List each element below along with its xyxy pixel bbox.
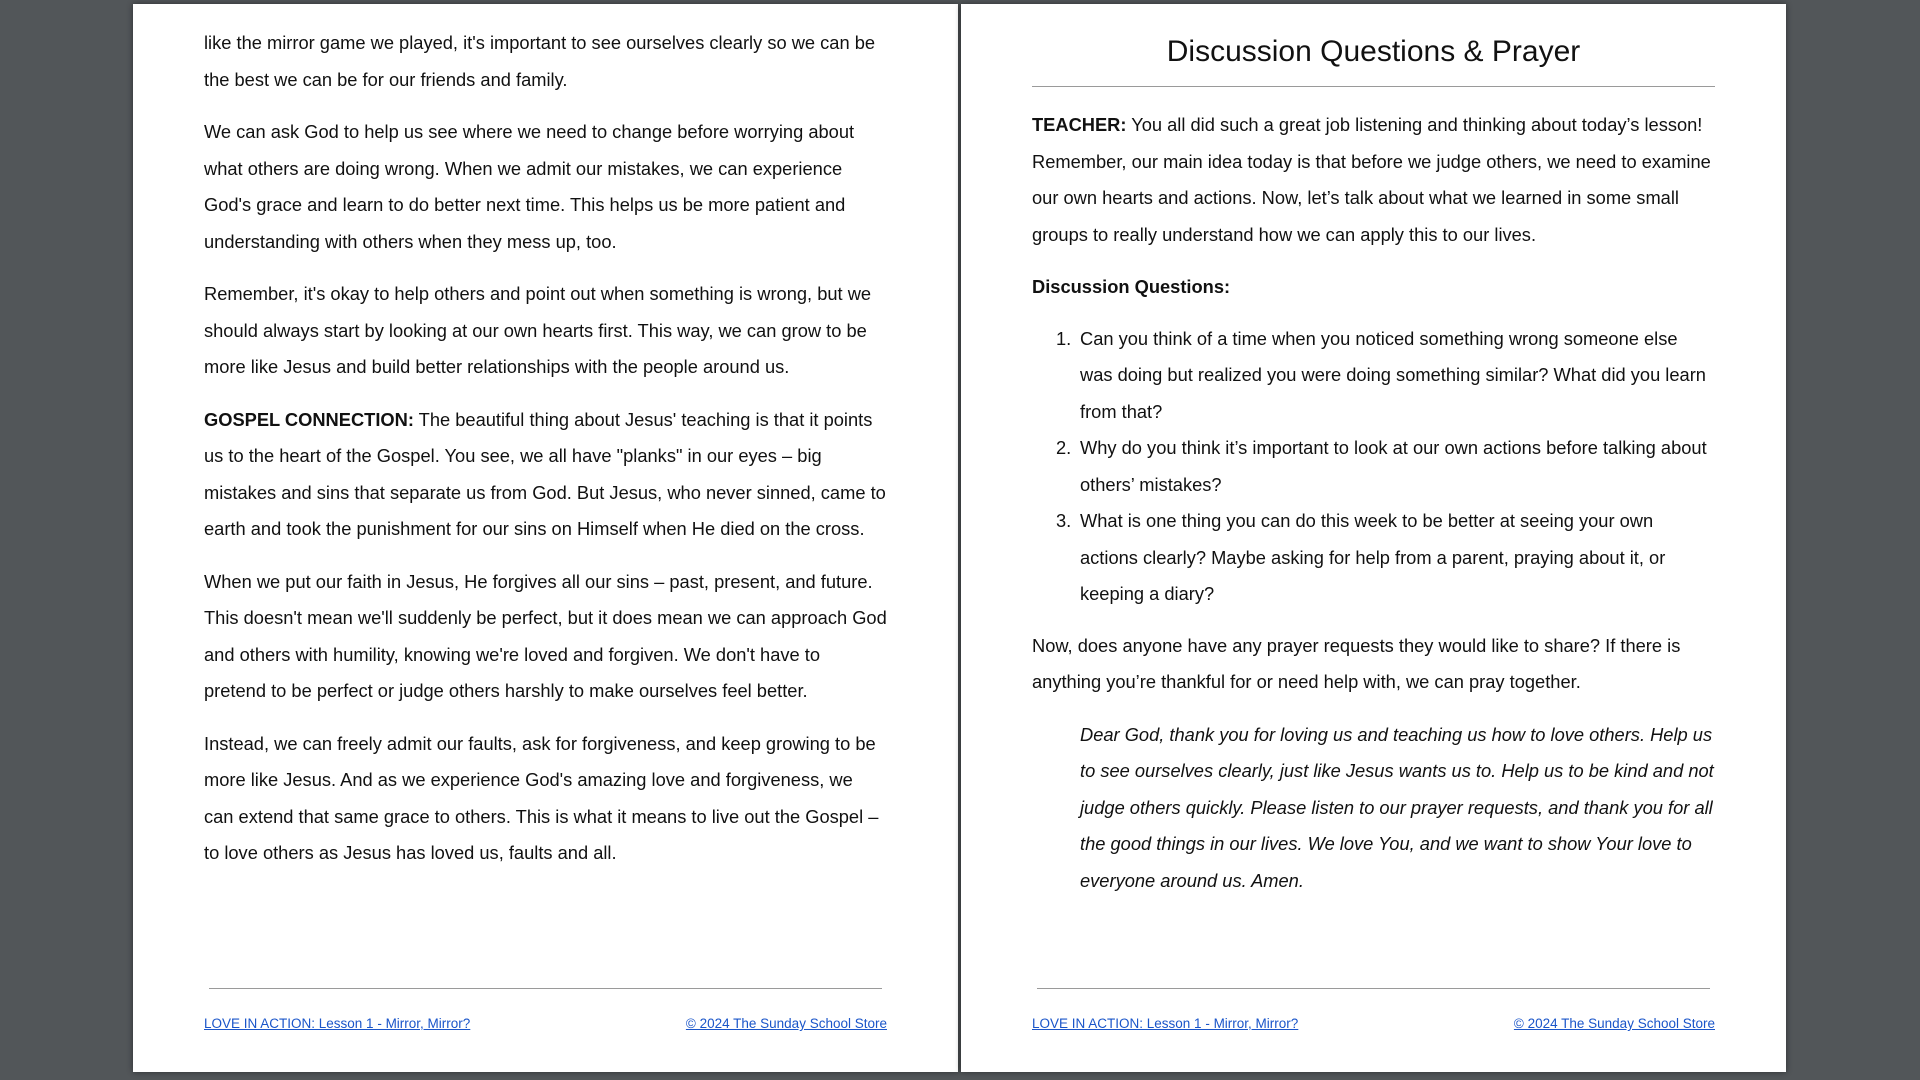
question-number: 2. xyxy=(1056,437,1072,458)
page-right xyxy=(961,4,1786,1072)
paragraph: Instead, we can freely admit our faults, ask for forgiveness, and keep growing to be more like Jesus. And as we experience God's amazing love and forgiveness, we can extend that same grace to others. This is what it means to live out the Gospel – to love others as Jesus has loved us, faults and all. xyxy=(204,732,879,863)
gospel-connection-paragraph xyxy=(204,402,887,548)
paragraph: like the mirror game we played, it's important to see ourselves clearly so we can be the best we can be for our friends and family. xyxy=(204,32,876,90)
question-item xyxy=(1032,503,1715,613)
title-divider xyxy=(1032,86,1715,87)
prayer-intro: Now, does anyone have any prayer requests they would like to share? If there is anything you’re thankful for or need help with, we can pray together. xyxy=(1032,634,1681,692)
left-page-content xyxy=(204,25,887,888)
copyright-link[interactable]: © 2024 The Sunday School Store xyxy=(1513,1016,1715,1031)
footer-divider xyxy=(209,988,882,989)
lesson-link[interactable]: LOVE IN ACTION: Lesson 1 - Mirror, Mirror? xyxy=(1032,1016,1299,1031)
question-number: 1. xyxy=(1056,327,1072,349)
gospel-connection-text: The beautiful thing about Jesus' teaching is that it points us to the heart of the Gospel. You see, we all have "planks" in our eyes – big mistakes and sins that separate us from God. But Jesus, who never sinned, came to earth and took the punishment for our sins on Himself when He died on the cross. xyxy=(204,408,886,539)
discussion-questions-list xyxy=(1032,321,1715,613)
teacher-text: You all did such a great job listening and thinking about today’s lesson! Remember, our main idea today is that before we judge others, we need to examine our own hearts and actions. Now, let’s talk about what we learned in some small groups to really understand how we can apply this to our lives. xyxy=(1032,114,1711,245)
teacher-paragraph xyxy=(1032,107,1715,253)
discussion-questions-heading: Discussion Questions: xyxy=(1032,276,1231,297)
question-number: 3. xyxy=(1056,510,1072,531)
question-text: Why do you think it’s important to look at our own actions before talking about others’ mistakes? xyxy=(1080,437,1707,495)
page-left xyxy=(133,4,958,1072)
prayer-text: Dear God, thank you for loving us and teaching us how to love others. Help us to see ourselves clearly, just like Jesus wants us to. Help us to be kind and not judge others quickly. Please listen to our prayer requests, and thank you for all the good things in our lives. We love You, and we want to show Your love to everyone around us. Amen. xyxy=(1080,723,1714,891)
teacher-label: TEACHER: xyxy=(1032,114,1127,135)
copyright-link[interactable]: © 2024 The Sunday School Store xyxy=(685,1016,887,1031)
paragraph: We can ask God to help us see where we need to change before worrying about what others are doing wrong. When we admit our mistakes, we can experience God's grace and learn to do better next time. This helps us be more patient and understanding with others when they mess up, too. xyxy=(204,121,855,252)
question-text: What is one thing you can do this week to be better at seeing your own actions clearly? Maybe asking for help from a parent, praying about it, or keeping a diary? xyxy=(1080,510,1666,604)
question-item xyxy=(1032,430,1715,503)
paragraph: Remember, it's okay to help others and point out when something is wrong, but we should always start by looking at our own hearts first. This way, we can grow to be more like Jesus and build better relationships with the people around us. xyxy=(204,283,872,377)
question-item xyxy=(1032,321,1715,431)
footer-divider xyxy=(1037,988,1710,989)
right-page-content xyxy=(1032,25,1715,915)
question-text: Can you think of a time when you noticed something wrong someone else was doing but realized you were doing something similar? What did you learn from that? xyxy=(1080,327,1706,422)
page-title: Discussion Questions & Prayer xyxy=(1166,35,1581,68)
lesson-link[interactable]: LOVE IN ACTION: Lesson 1 - Mirror, Mirror? xyxy=(204,1016,471,1031)
gospel-connection-label: GOSPEL CONNECTION: xyxy=(204,408,414,430)
paragraph: When we put our faith in Jesus, He forgives all our sins – past, present, and future. This doesn't mean we'll suddenly be perfect, but it does mean we can approach God and others with humility, knowing we're loved and forgiven. We don't have to pretend to be perfect or judge others harshly to make ourselves feel better. xyxy=(204,570,887,701)
